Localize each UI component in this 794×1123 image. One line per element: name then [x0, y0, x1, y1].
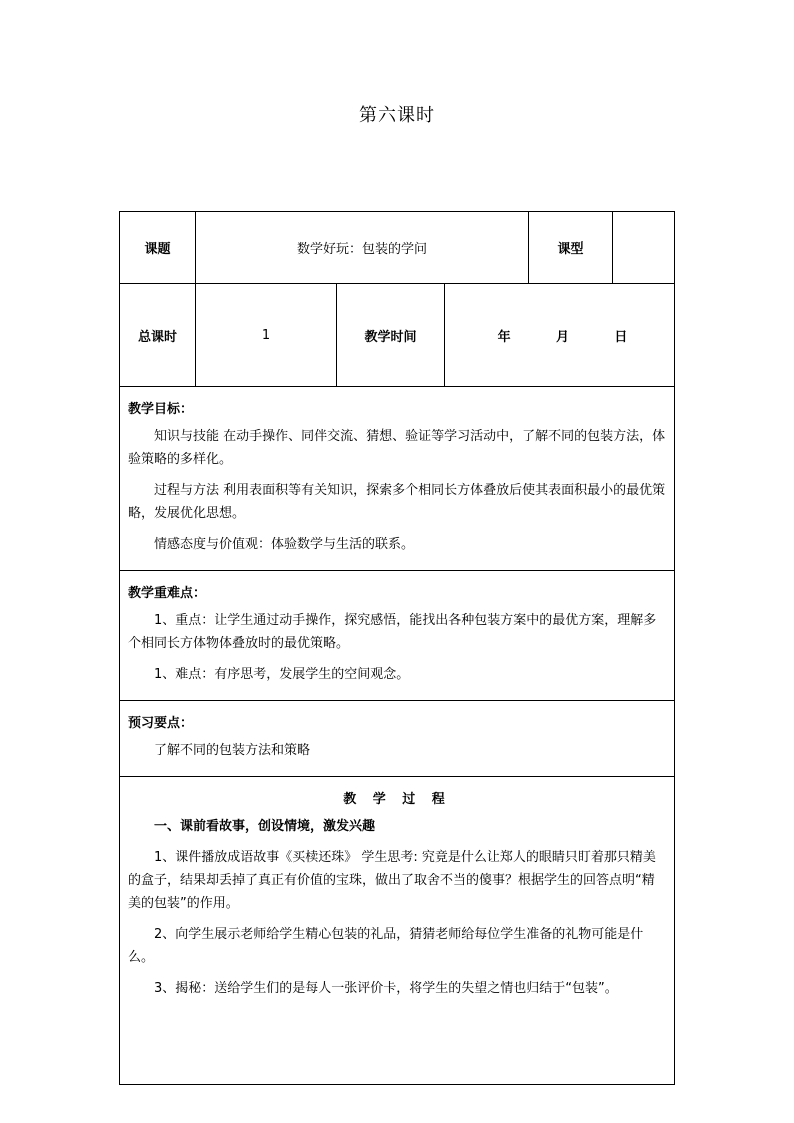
topic-row [120, 212, 675, 284]
day-label: 日 [614, 329, 628, 345]
process-section-title: 一、课前看故事，创设情境，激发兴趣 [154, 819, 376, 834]
objective-item: 情感态度与价值观：体验数学与生活的联系。 [154, 537, 415, 552]
keypoints-section [120, 571, 675, 701]
type-value [613, 212, 675, 284]
type-label: 课型 [529, 212, 613, 284]
preview-section [120, 701, 675, 777]
topic-value: 数学好玩：包装的学问 [196, 212, 529, 284]
keypoints-row [120, 571, 675, 701]
total-hours-label: 总课时 [120, 284, 196, 387]
page-title: 第六课时 [359, 105, 435, 126]
objective-item: 过程与方法 利用表面积等有关知识，探索多个相同长方体叠放后使其表面积最小的最优策略，发展优化思想。 [128, 483, 666, 521]
process-section [120, 777, 675, 1085]
process-heading: 教 学 过 程 [343, 792, 451, 807]
process-item: 1、课件播放成语故事《买椟还珠》 学生思考: 究竟是什么让郑人的眼睛只盯着那只精美的盒子，结果却丢掉了真正有价值的宝珠，做出了取舍不当的傻事？根据学生的回答点明“精美的包装”的作用。 [128, 850, 656, 911]
keypoint-item: 1、重点：让学生通过动手操作，探究感悟，能找出各种包装方案中的最优方案，理解多个相同长方体物体叠放时的最优策略。 [128, 613, 657, 651]
teaching-date [445, 284, 675, 387]
teaching-time-label: 教学时间 [337, 284, 445, 387]
preview-row [120, 701, 675, 777]
objective-item: 知识与技能 在动手操作、同伴交流、猜想、验证等学习活动中，了解不同的包装方法，体验策略的多样化。 [128, 429, 666, 467]
total-hours-value: 1 [196, 284, 337, 387]
objectives-heading: 教学目标： [128, 402, 194, 417]
process-row [120, 777, 675, 1085]
objectives-row [120, 387, 675, 571]
preview-heading: 预习要点： [128, 716, 194, 731]
keypoints-heading: 教学重难点： [128, 586, 207, 601]
lesson-plan-table [119, 211, 675, 1085]
process-item: 3、揭秘：送给学生们的是每人一张评价卡，将学生的失望之情也归结于“包装”。 [154, 981, 618, 996]
objectives-section [120, 387, 675, 571]
keypoint-item: 1、难点：有序思考，发展学生的空间观念。 [154, 667, 410, 682]
process-item: 2、向学生展示老师给学生精心包装的礼品，猜猜老师给每位学生准备的礼物可能是什么。 [128, 927, 644, 965]
topic-label: 课题 [120, 212, 196, 284]
preview-text: 了解不同的包装方法和策略 [154, 743, 311, 758]
month-label: 月 [555, 329, 569, 345]
year-label: 年 [497, 329, 511, 345]
hours-row [120, 284, 675, 387]
